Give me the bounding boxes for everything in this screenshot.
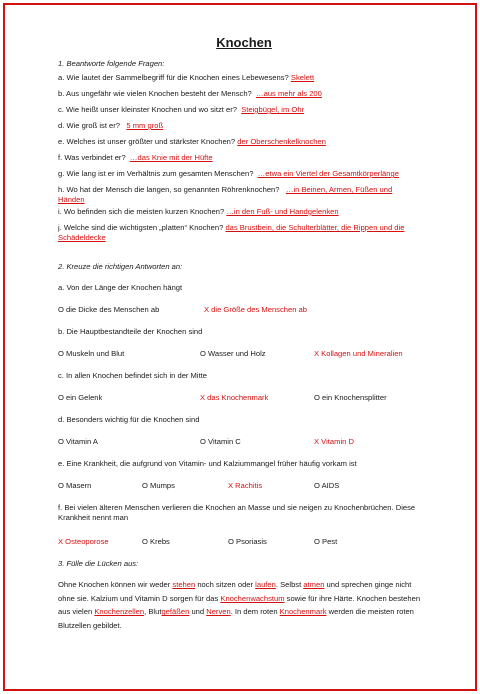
mc-question-e: e. Eine Krankheit, die aufgrund von Vitamin- und Kalziummangel früher häufig vorkam ist [58, 459, 357, 468]
mc-option: O Wasser und Holz [200, 349, 266, 358]
mc-option: O AIDS [314, 481, 340, 490]
cloze-text: noch sitzen oder [195, 580, 256, 589]
mc-option: O ein Gelenk [58, 393, 103, 402]
mc-question-a: a. Von der Länge der Knochen hängt [58, 283, 183, 292]
answer: …in Beinen, Armen, Füßen und Händen [58, 185, 393, 204]
section2-heading: 2. Kreuze die richtigen Antworten an: [58, 262, 183, 271]
answer: der Oberschenkelknochen [237, 137, 326, 146]
question-text: d. Wie groß ist er? [58, 121, 121, 130]
question-text: c. Wie heißt unser kleinster Knochen und wo sitzt er? [58, 105, 237, 114]
question-j [58, 223, 418, 243]
cloze-gap: Knochenmark [279, 607, 327, 617]
mc-question-c: c. In allen Knochen befindet sich in der Mitte [58, 371, 208, 380]
cloze-gap: laufen [255, 580, 276, 589]
cloze-text: Ohne Knochen können wir weder [58, 580, 173, 589]
question-h [58, 185, 418, 205]
answer: das Brustbein, die Schulterblätter, die Rippen und die Schädeldecke [58, 223, 405, 242]
cloze-gap: gefäßen [161, 607, 190, 617]
cloze-text: , Blut [144, 607, 162, 617]
answer: …etwa ein Viertel der Gesamtkörperlänge [257, 169, 399, 178]
question-i [58, 207, 339, 217]
cloze-paragraph [58, 578, 422, 632]
cloze-gap: Nerven [206, 607, 231, 617]
cloze-text: . Selbst [275, 580, 304, 589]
question-text: a. Wie lautet der Sammelbegriff für die Knochen eines Lebewesens? [58, 73, 289, 82]
mc-option-selected: X Vitamin D [314, 437, 354, 446]
question-f [58, 153, 213, 163]
mc-question-b: b. Die Hauptbestandteile der Knochen sind [58, 327, 203, 336]
question-text: e. Welches ist unser größter und stärkster Knochen? [58, 137, 236, 146]
question-g [58, 169, 399, 179]
section1-heading: 1. Beantworte folgende Fragen: [58, 59, 165, 68]
mc-option: O Pest [314, 537, 338, 546]
question-c [58, 105, 304, 115]
question-text: f. Was verbindet er? [58, 153, 126, 162]
answer: Steigbügel, im Ohr [241, 105, 305, 114]
cloze-gap: atmen [303, 580, 325, 589]
answer: …in den Fuß- und Handgelenken [226, 207, 339, 216]
question-b [58, 89, 322, 99]
mc-option: O ein Knochensplitter [314, 393, 387, 402]
question-text: g. Wie lang ist er im Verhältnis zum gesamten Menschen? [58, 169, 254, 178]
mc-option: O Muskeln und Blut [58, 349, 125, 358]
mc-option: O Mumps [142, 481, 175, 490]
mc-option: O Vitamin C [200, 437, 241, 446]
cloze-text: werden die meisten roten Blutzellen gebildet. [58, 607, 414, 630]
cloze-text: und sprechen ginge nicht ohne sie. Kalzium und Vitamin D sorgen für das [58, 580, 412, 603]
question-text: i. Wo befinden sich die meisten kurzen Knochen? [58, 207, 225, 216]
cloze-gap: Knochenzellen [94, 607, 145, 617]
question-a [58, 73, 314, 83]
cloze-gap: stehen [172, 580, 196, 589]
answer: …das Knie mit der Hüfte [129, 153, 213, 162]
answer: 5 mm groß [126, 121, 164, 130]
mc-option: O Psoriasis [228, 537, 267, 546]
question-text: h. Wo hat der Mensch die langen, so genannten Röhrenknochen? [58, 185, 280, 194]
cloze-text: sowie für ihre Härte. Knochen bestehen aus vielen [58, 593, 421, 617]
mc-option: O die Dicke des Menschen ab [58, 305, 160, 314]
section3-heading: 3. Fülle die Lücken aus: [58, 559, 139, 568]
mc-option: O Krebs [142, 537, 170, 546]
answer: Skelett [290, 73, 315, 82]
cloze-text: . In dem roten [230, 607, 280, 617]
mc-option-selected: X das Knochenmark [200, 393, 269, 402]
mc-question-f: f. Bei vielen älteren Menschen verlieren die Knochen an Masse und sie neigen zu Knochenbrüchen. Diese Krankheit nennt man [58, 503, 416, 522]
mc-option-selected: X Osteoporose [58, 537, 109, 546]
cloze-gap: Knochenwachstum [220, 593, 285, 603]
mc-option-selected: X die Größe des Menschen ab [204, 305, 307, 314]
mc-option-selected: X Kollagen und Mineralien [314, 349, 403, 358]
question-d [58, 121, 163, 131]
question-e [58, 137, 326, 147]
mc-option: O Masern [58, 481, 92, 490]
mc-question-d: d. Besonders wichtig für die Knochen sind [58, 415, 200, 424]
answer: …aus mehr als 200 [256, 89, 322, 98]
question-text: j. Welche sind die wichtigsten „platten“ Knochen? [58, 223, 224, 232]
mc-option-selected: X Rachitis [228, 481, 263, 490]
cloze-text: und [189, 607, 207, 617]
page-title: Knochen [216, 35, 272, 50]
mc-option: O Vitamin A [58, 437, 98, 446]
question-text: b. Aus ungefähr wie vielen Knochen besteht der Mensch? [58, 89, 252, 98]
